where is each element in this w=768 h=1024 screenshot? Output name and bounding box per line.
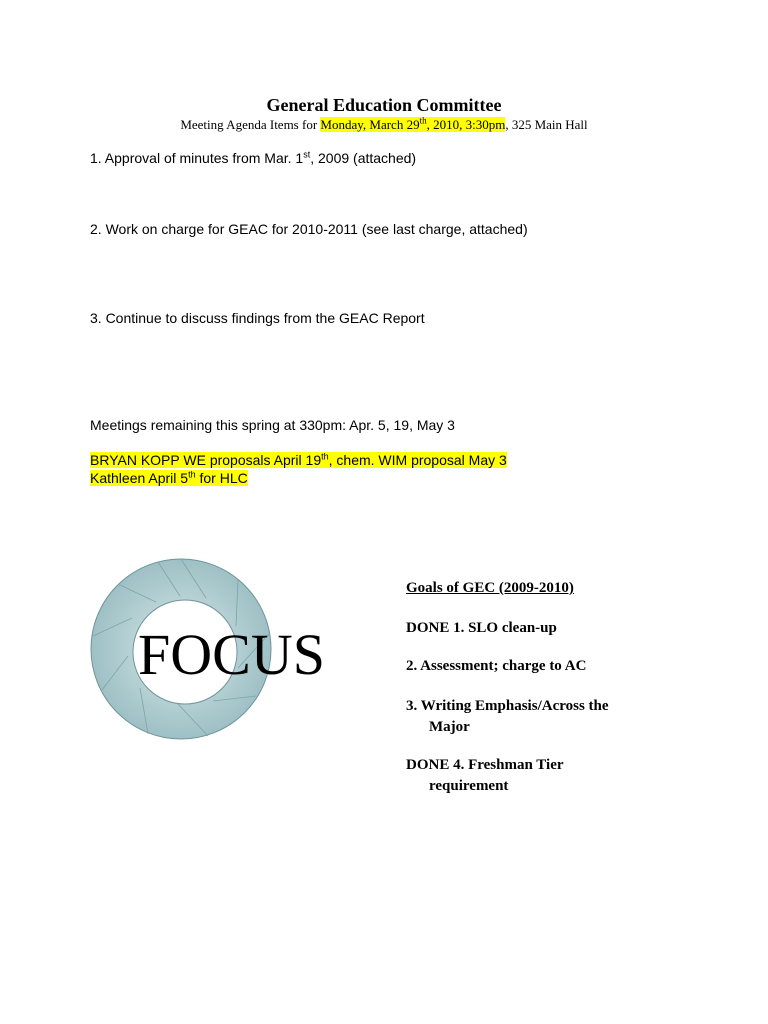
note-bryan-highlight xyxy=(90,452,507,468)
focus-logo-text: FOCUS xyxy=(138,622,325,687)
note-kathleen-rest: for HLC xyxy=(195,470,248,486)
meeting-time: , 2010, 3:30pm xyxy=(426,117,506,132)
meetings-remaining: Meetings remaining this spring at 330pm: Apr. 5, 19, May 3 xyxy=(90,417,455,433)
note-bryan-text: BRYAN KOPP WE proposals April 19 xyxy=(90,452,322,468)
note-bryan-rest: , chem. WIM proposal May 3 xyxy=(328,452,507,468)
agenda-item-2: 2. Work on charge for GEAC for 2010-2011 (see last charge, attached) xyxy=(90,221,528,237)
focus-logo xyxy=(88,556,352,742)
note-bryan-sup: th xyxy=(321,451,329,462)
meeting-date: Monday, March 29 xyxy=(320,117,420,132)
note-kathleen xyxy=(90,470,248,486)
goal-item-2: 2. Assessment; charge to AC xyxy=(406,658,587,674)
goals-heading: Goals of GEC (2009-2010) xyxy=(406,580,574,596)
goal-item-3-cont: Major xyxy=(429,719,470,735)
note-bryan xyxy=(90,452,507,468)
meeting-subtitle xyxy=(0,117,768,133)
goal-item-1: DONE 1. SLO clean-up xyxy=(406,620,557,636)
agenda-item-1-rest: , 2009 (attached) xyxy=(310,150,417,166)
note-kathleen-sup: th xyxy=(188,469,196,480)
agenda-item-3: 3. Continue to discuss findings from the GEAC Report xyxy=(90,310,425,326)
agenda-item-1 xyxy=(90,150,416,166)
goal-item-4: DONE 4. Freshman Tier xyxy=(406,757,564,773)
document-title: General Education Committee xyxy=(266,95,502,115)
goal-item-4-cont: requirement xyxy=(429,778,509,794)
note-kathleen-text: Kathleen April 5 xyxy=(90,470,189,486)
meeting-date-suffix: th xyxy=(419,115,427,126)
note-kathleen-highlight xyxy=(90,470,248,486)
meeting-location: , 325 Main Hall xyxy=(505,117,588,132)
subtitle-prefix: Meeting Agenda Items for xyxy=(180,117,321,132)
goal-item-3: 3. Writing Emphasis/Across the xyxy=(406,698,609,714)
meeting-date-highlight xyxy=(320,117,505,132)
agenda-item-1-sup: st xyxy=(303,149,311,160)
agenda-item-1-text: 1. Approval of minutes from Mar. 1 xyxy=(90,150,304,166)
